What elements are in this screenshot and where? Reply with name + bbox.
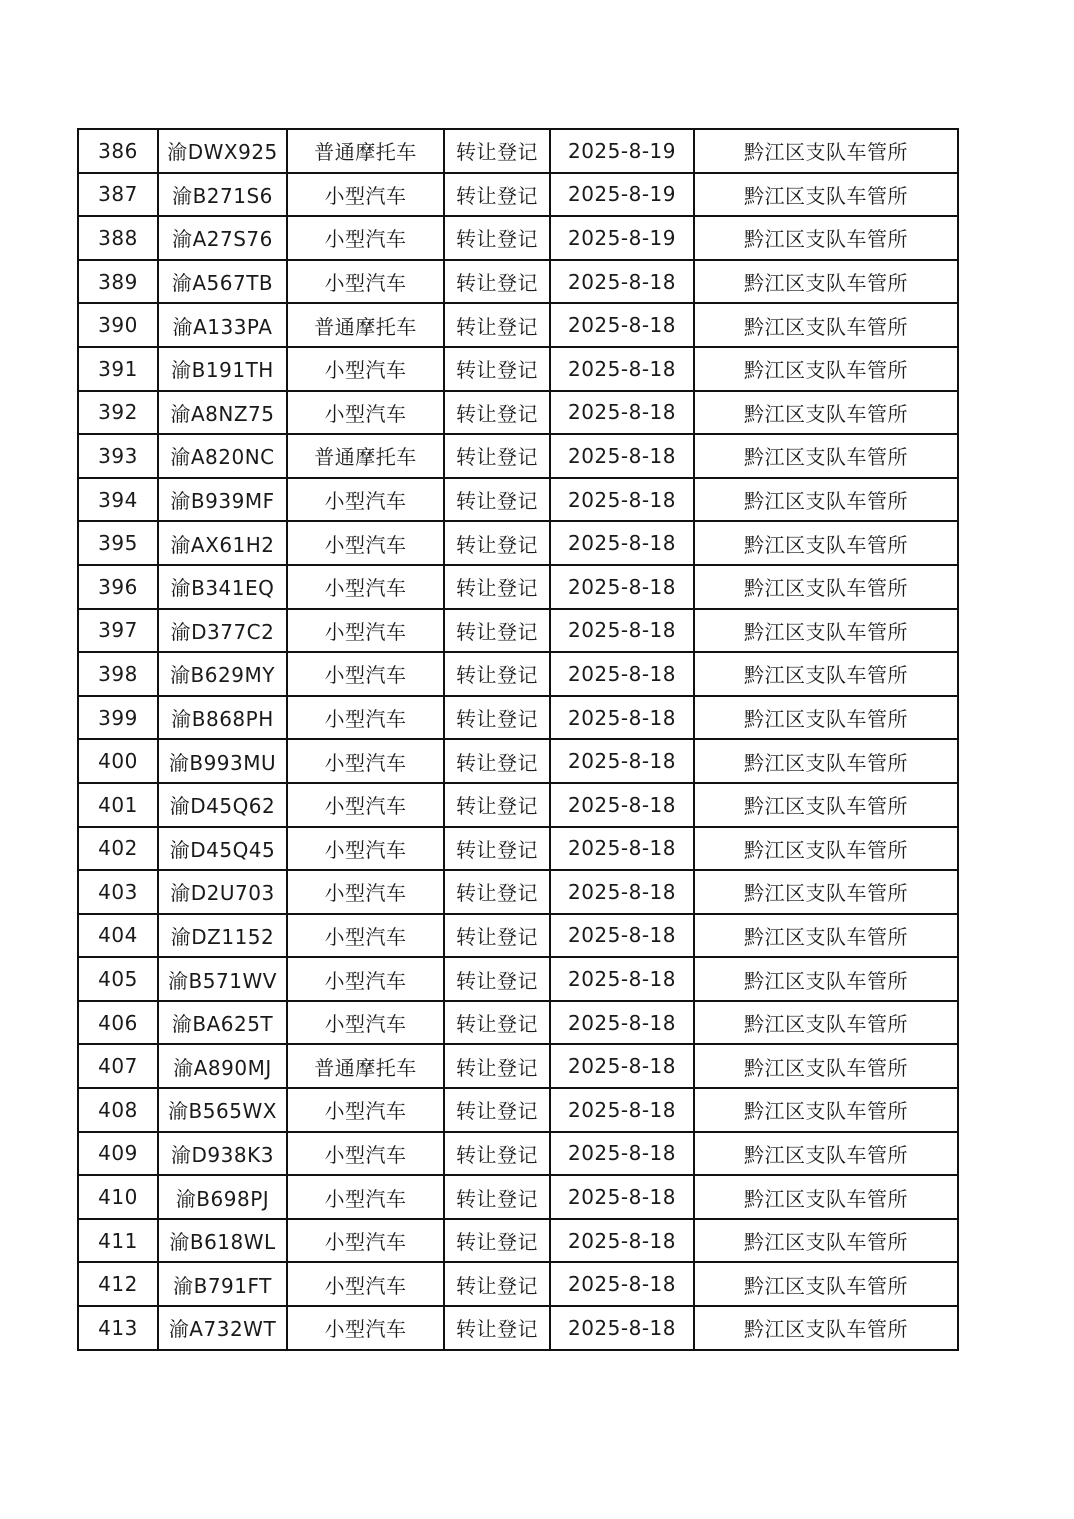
- table-row: [78, 347, 958, 391]
- business-type-cell: 转让登记: [444, 1219, 550, 1263]
- business-type-cell: 转让登记: [444, 1001, 550, 1045]
- business-type-cell: 转让登记: [444, 739, 550, 783]
- table-row: [78, 478, 958, 522]
- office-cell: 黔江区支队车管所: [694, 1132, 958, 1176]
- plate-number-cell: 渝D938K3: [158, 1132, 287, 1176]
- plate-number-cell: 渝DWX925: [158, 129, 287, 173]
- table-row: [78, 260, 958, 304]
- vehicle-type-cell: 小型汽车: [287, 957, 444, 1001]
- business-type-cell: 转让登记: [444, 652, 550, 696]
- business-type-cell: 转让登记: [444, 303, 550, 347]
- date-cell: 2025-8-18: [550, 827, 694, 871]
- table-row: [78, 1219, 958, 1263]
- date-cell: 2025-8-18: [550, 739, 694, 783]
- date-cell: 2025-8-18: [550, 347, 694, 391]
- date-cell: 2025-8-18: [550, 1001, 694, 1045]
- office-cell: 黔江区支队车管所: [694, 1262, 958, 1306]
- serial-number-cell: 405: [78, 957, 158, 1001]
- vehicle-type-cell: 小型汽车: [287, 1132, 444, 1176]
- business-type-cell: 转让登记: [444, 783, 550, 827]
- serial-number-cell: 394: [78, 478, 158, 522]
- serial-number-cell: 397: [78, 609, 158, 653]
- date-cell: 2025-8-18: [550, 521, 694, 565]
- plate-number-cell: 渝B791FT: [158, 1262, 287, 1306]
- date-cell: 2025-8-18: [550, 478, 694, 522]
- business-type-cell: 转让登记: [444, 260, 550, 304]
- business-type-cell: 转让登记: [444, 434, 550, 478]
- serial-number-cell: 396: [78, 565, 158, 609]
- table-row: [78, 1044, 958, 1088]
- date-cell: 2025-8-18: [550, 565, 694, 609]
- date-cell: 2025-8-18: [550, 957, 694, 1001]
- business-type-cell: 转让登记: [444, 173, 550, 217]
- date-cell: 2025-8-18: [550, 1219, 694, 1263]
- table-row: [78, 827, 958, 871]
- business-type-cell: 转让登记: [444, 1044, 550, 1088]
- plate-number-cell: 渝B341EQ: [158, 565, 287, 609]
- plate-number-cell: 渝A890MJ: [158, 1044, 287, 1088]
- office-cell: 黔江区支队车管所: [694, 260, 958, 304]
- serial-number-cell: 393: [78, 434, 158, 478]
- office-cell: 黔江区支队车管所: [694, 870, 958, 914]
- serial-number-cell: 402: [78, 827, 158, 871]
- vehicle-type-cell: 普通摩托车: [287, 1044, 444, 1088]
- business-type-cell: 转让登记: [444, 216, 550, 260]
- office-cell: 黔江区支队车管所: [694, 957, 958, 1001]
- vehicle-type-cell: 小型汽车: [287, 739, 444, 783]
- table-row: [78, 1175, 958, 1219]
- office-cell: 黔江区支队车管所: [694, 696, 958, 740]
- table-row: [78, 565, 958, 609]
- table-row: [78, 173, 958, 217]
- date-cell: 2025-8-19: [550, 129, 694, 173]
- date-cell: 2025-8-18: [550, 1306, 694, 1350]
- office-cell: 黔江区支队车管所: [694, 391, 958, 435]
- serial-number-cell: 413: [78, 1306, 158, 1350]
- plate-number-cell: 渝DZ1152: [158, 914, 287, 958]
- plate-number-cell: 渝D377C2: [158, 609, 287, 653]
- date-cell: 2025-8-18: [550, 609, 694, 653]
- office-cell: 黔江区支队车管所: [694, 173, 958, 217]
- table-row: [78, 1088, 958, 1132]
- date-cell: 2025-8-18: [550, 260, 694, 304]
- vehicle-type-cell: 小型汽车: [287, 914, 444, 958]
- plate-number-cell: 渝B939MF: [158, 478, 287, 522]
- business-type-cell: 转让登记: [444, 1306, 550, 1350]
- table-row: [78, 609, 958, 653]
- date-cell: 2025-8-19: [550, 216, 694, 260]
- business-type-cell: 转让登记: [444, 1175, 550, 1219]
- plate-number-cell: 渝D2U703: [158, 870, 287, 914]
- vehicle-type-cell: 小型汽车: [287, 1175, 444, 1219]
- plate-number-cell: 渝B629MY: [158, 652, 287, 696]
- table-row: [78, 216, 958, 260]
- date-cell: 2025-8-18: [550, 1088, 694, 1132]
- office-cell: 黔江区支队车管所: [694, 129, 958, 173]
- registration-table: [77, 128, 959, 1351]
- plate-number-cell: 渝B698PJ: [158, 1175, 287, 1219]
- office-cell: 黔江区支队车管所: [694, 303, 958, 347]
- business-type-cell: 转让登记: [444, 565, 550, 609]
- table-row: [78, 783, 958, 827]
- serial-number-cell: 388: [78, 216, 158, 260]
- vehicle-type-cell: 普通摩托车: [287, 303, 444, 347]
- vehicle-type-cell: 普通摩托车: [287, 129, 444, 173]
- business-type-cell: 转让登记: [444, 914, 550, 958]
- table-row: [78, 696, 958, 740]
- serial-number-cell: 412: [78, 1262, 158, 1306]
- office-cell: 黔江区支队车管所: [694, 739, 958, 783]
- office-cell: 黔江区支队车管所: [694, 347, 958, 391]
- date-cell: 2025-8-18: [550, 434, 694, 478]
- serial-number-cell: 398: [78, 652, 158, 696]
- plate-number-cell: 渝B271S6: [158, 173, 287, 217]
- date-cell: 2025-8-18: [550, 870, 694, 914]
- date-cell: 2025-8-18: [550, 1262, 694, 1306]
- vehicle-type-cell: 小型汽车: [287, 1306, 444, 1350]
- vehicle-type-cell: 小型汽车: [287, 1001, 444, 1045]
- serial-number-cell: 387: [78, 173, 158, 217]
- serial-number-cell: 407: [78, 1044, 158, 1088]
- vehicle-type-cell: 小型汽车: [287, 216, 444, 260]
- business-type-cell: 转让登记: [444, 957, 550, 1001]
- vehicle-type-cell: 普通摩托车: [287, 434, 444, 478]
- vehicle-type-cell: 小型汽车: [287, 827, 444, 871]
- date-cell: 2025-8-18: [550, 1175, 694, 1219]
- vehicle-type-cell: 小型汽车: [287, 783, 444, 827]
- plate-number-cell: 渝AX61H2: [158, 521, 287, 565]
- business-type-cell: 转让登记: [444, 521, 550, 565]
- business-type-cell: 转让登记: [444, 696, 550, 740]
- office-cell: 黔江区支队车管所: [694, 521, 958, 565]
- plate-number-cell: 渝B993MU: [158, 739, 287, 783]
- vehicle-type-cell: 小型汽车: [287, 609, 444, 653]
- business-type-cell: 转让登记: [444, 870, 550, 914]
- serial-number-cell: 389: [78, 260, 158, 304]
- plate-number-cell: 渝A27S76: [158, 216, 287, 260]
- plate-number-cell: 渝B565WX: [158, 1088, 287, 1132]
- table-row: [78, 1306, 958, 1350]
- date-cell: 2025-8-18: [550, 303, 694, 347]
- office-cell: 黔江区支队车管所: [694, 652, 958, 696]
- date-cell: 2025-8-18: [550, 783, 694, 827]
- date-cell: 2025-8-18: [550, 914, 694, 958]
- plate-number-cell: 渝D45Q45: [158, 827, 287, 871]
- serial-number-cell: 409: [78, 1132, 158, 1176]
- vehicle-type-cell: 小型汽车: [287, 173, 444, 217]
- date-cell: 2025-8-18: [550, 652, 694, 696]
- serial-number-cell: 401: [78, 783, 158, 827]
- office-cell: 黔江区支队车管所: [694, 1001, 958, 1045]
- table-body: [78, 129, 958, 1350]
- business-type-cell: 转让登记: [444, 347, 550, 391]
- plate-number-cell: 渝B868PH: [158, 696, 287, 740]
- plate-number-cell: 渝A820NC: [158, 434, 287, 478]
- plate-number-cell: 渝A732WT: [158, 1306, 287, 1350]
- office-cell: 黔江区支队车管所: [694, 1306, 958, 1350]
- plate-number-cell: 渝A8NZ75: [158, 391, 287, 435]
- serial-number-cell: 400: [78, 739, 158, 783]
- office-cell: 黔江区支队车管所: [694, 565, 958, 609]
- table-row: [78, 870, 958, 914]
- business-type-cell: 转让登记: [444, 129, 550, 173]
- plate-number-cell: 渝A567TB: [158, 260, 287, 304]
- vehicle-type-cell: 小型汽车: [287, 652, 444, 696]
- serial-number-cell: 408: [78, 1088, 158, 1132]
- serial-number-cell: 404: [78, 914, 158, 958]
- serial-number-cell: 392: [78, 391, 158, 435]
- table-row: [78, 303, 958, 347]
- table-row: [78, 521, 958, 565]
- business-type-cell: 转让登记: [444, 827, 550, 871]
- plate-number-cell: 渝B191TH: [158, 347, 287, 391]
- plate-number-cell: 渝A133PA: [158, 303, 287, 347]
- date-cell: 2025-8-19: [550, 173, 694, 217]
- office-cell: 黔江区支队车管所: [694, 478, 958, 522]
- business-type-cell: 转让登记: [444, 1132, 550, 1176]
- vehicle-type-cell: 小型汽车: [287, 391, 444, 435]
- plate-number-cell: 渝D45Q62: [158, 783, 287, 827]
- serial-number-cell: 399: [78, 696, 158, 740]
- date-cell: 2025-8-18: [550, 1132, 694, 1176]
- table-row: [78, 434, 958, 478]
- vehicle-type-cell: 小型汽车: [287, 347, 444, 391]
- office-cell: 黔江区支队车管所: [694, 827, 958, 871]
- business-type-cell: 转让登记: [444, 478, 550, 522]
- plate-number-cell: 渝B618WL: [158, 1219, 287, 1263]
- office-cell: 黔江区支队车管所: [694, 1219, 958, 1263]
- serial-number-cell: 391: [78, 347, 158, 391]
- vehicle-type-cell: 小型汽车: [287, 260, 444, 304]
- plate-number-cell: 渝BA625T: [158, 1001, 287, 1045]
- vehicle-type-cell: 小型汽车: [287, 1088, 444, 1132]
- table-row: [78, 1262, 958, 1306]
- vehicle-type-cell: 小型汽车: [287, 870, 444, 914]
- office-cell: 黔江区支队车管所: [694, 434, 958, 478]
- serial-number-cell: 411: [78, 1219, 158, 1263]
- office-cell: 黔江区支队车管所: [694, 609, 958, 653]
- office-cell: 黔江区支队车管所: [694, 914, 958, 958]
- business-type-cell: 转让登记: [444, 1262, 550, 1306]
- date-cell: 2025-8-18: [550, 391, 694, 435]
- serial-number-cell: 390: [78, 303, 158, 347]
- serial-number-cell: 386: [78, 129, 158, 173]
- table-row: [78, 652, 958, 696]
- serial-number-cell: 410: [78, 1175, 158, 1219]
- business-type-cell: 转让登记: [444, 1088, 550, 1132]
- date-cell: 2025-8-18: [550, 1044, 694, 1088]
- office-cell: 黔江区支队车管所: [694, 1044, 958, 1088]
- table-row: [78, 1001, 958, 1045]
- table-row: [78, 914, 958, 958]
- business-type-cell: 转让登记: [444, 391, 550, 435]
- table-row: [78, 1132, 958, 1176]
- plate-number-cell: 渝B571WV: [158, 957, 287, 1001]
- serial-number-cell: 395: [78, 521, 158, 565]
- vehicle-type-cell: 小型汽车: [287, 521, 444, 565]
- table-row: [78, 129, 958, 173]
- business-type-cell: 转让登记: [444, 609, 550, 653]
- table-row: [78, 739, 958, 783]
- vehicle-type-cell: 小型汽车: [287, 565, 444, 609]
- serial-number-cell: 406: [78, 1001, 158, 1045]
- vehicle-type-cell: 小型汽车: [287, 1262, 444, 1306]
- office-cell: 黔江区支队车管所: [694, 216, 958, 260]
- vehicle-type-cell: 小型汽车: [287, 696, 444, 740]
- office-cell: 黔江区支队车管所: [694, 1175, 958, 1219]
- office-cell: 黔江区支队车管所: [694, 783, 958, 827]
- date-cell: 2025-8-18: [550, 696, 694, 740]
- table-row: [78, 957, 958, 1001]
- vehicle-type-cell: 小型汽车: [287, 478, 444, 522]
- vehicle-type-cell: 小型汽车: [287, 1219, 444, 1263]
- office-cell: 黔江区支队车管所: [694, 1088, 958, 1132]
- serial-number-cell: 403: [78, 870, 158, 914]
- table-row: [78, 391, 958, 435]
